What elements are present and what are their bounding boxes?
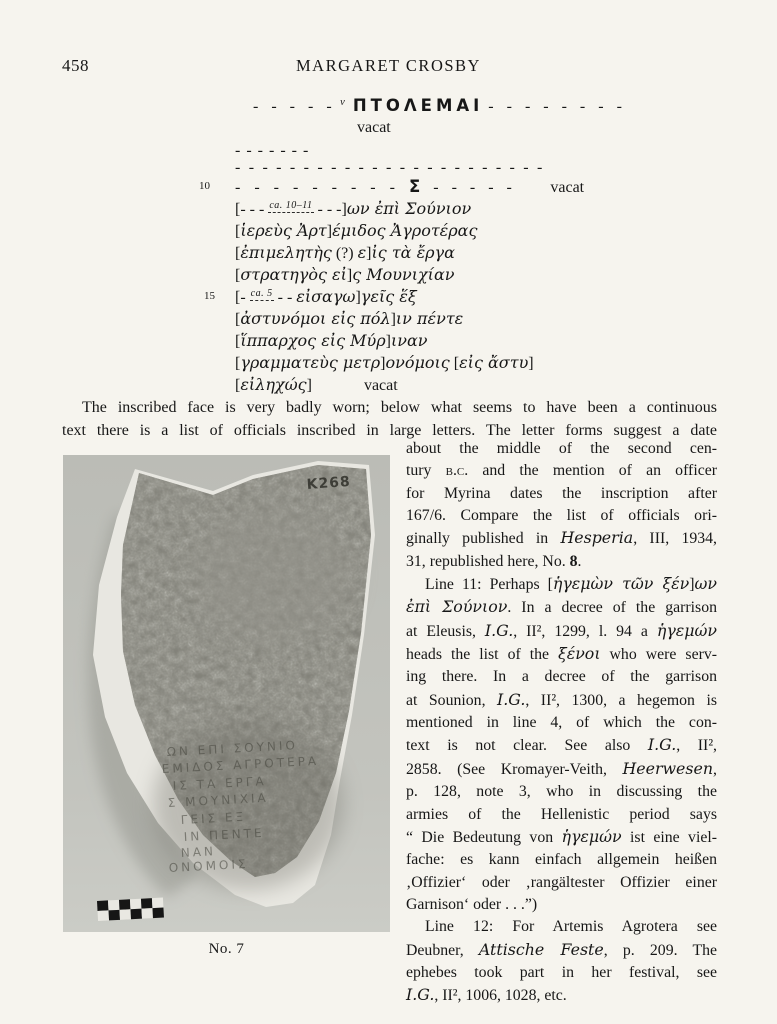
stone-letters-row: ΩΝ ΕΠΙ ΣΟΥΝΙΟ [166,738,299,759]
body-paragraph-intro [62,397,717,442]
text-line: The inscribed face is very badly worn; below what seems to have been a continuous [82,399,717,416]
line-number-10: 10 [199,180,210,192]
stone-inventory-label: K268 [306,473,352,493]
stone-letters-row: ΕΜΙΔΟΣ ΑΓΡΟΤΕΡΑ [161,753,320,776]
inscription-row: [ἱερεὺς Ἀρτ]έμιδος Ἀγροτέρας [235,221,478,240]
text-line: “ Die Bedeutung von ἡγεμών ist eine viel- [406,826,717,846]
inscription-row: [ἵππαρχος εἰς Μύρ]ιναν [235,331,428,350]
text-line: Line 11: Perhaps [ἡγεμὼν τῶν ξέν]ων [425,574,717,594]
text-line: fache: es kann einfach allgemein heißen [406,851,717,869]
text-line: ephebes took part in her festival, see [406,963,717,981]
running-head: MARGARET CROSBY [296,56,481,75]
stone-letters-row: ΝΑΝ [180,844,217,860]
inscription-row: [στρατηγὸς εἰ]ς Μουνιχίαν [235,265,455,284]
text-line: I.G., II², 1006, 1028, etc. [406,985,567,1005]
stone-letters-row: Σ ΜΟΥΝΙΧΙΑ [167,790,270,810]
text-line: ing there. In a decree of the garrison [406,668,717,686]
inscription-row: [ἐπιμελητὴς (?) ε]ἰς τὰ ἔργα [235,243,455,262]
inscription-row: - - - - - - - - - Σ - - - - - vacat [235,177,585,196]
text-line: text there is a list of officials inscribed in large letters. The letter forms suggest a date [62,421,717,439]
page-number: 458 [62,56,89,75]
text-line: mentioned in line 4, of which the con- [406,714,717,732]
text-line: for Myrina dates the inscription after [406,484,717,502]
text-line: tury b.c. and the mention of an officer [406,462,717,480]
text-line: p. 128, note 3, who in discussing the [406,783,717,801]
text-line: Garnison‘ oder . . .”) [406,895,538,913]
scale-bar [97,898,164,921]
stone-letters-row: ΟΝΟΜΟΙΣ [168,856,249,875]
artifact-photo [63,455,390,932]
worn-patch [193,505,353,645]
text-line: at Eleusis, I.G., II², 1299, l. 94 a ἡγεμών [406,620,717,640]
text-line: Deubner, Attische Feste, p. 209. The [406,939,717,959]
text-line: heads the list of the ξένοι who were serv- [406,644,717,664]
figure-inscription-photo [63,455,390,958]
text-line: text is not clear. See also I.G., II², [406,735,718,755]
inscription-row: [γραμματεὺς μετρ]ονόμοις [εἰς ἄστυ] [235,353,534,372]
stone-letters-row: ΙΝ ΠΕΝΤΕ [183,825,265,844]
inscription-row: - - - - - - - - - - - - - - - - - - - - - - - [235,159,545,176]
body-right-column [406,438,717,1008]
inscription-row: - - - - - $^v$ ΠΤΟΛΕΜΑΙ - - - - - - - - [253,96,627,115]
text-line: ‚Offizier‘ oder ‚rangältester Offizier einer [406,873,717,891]
inscription-row: [- $^{ca. 5}$ - - εἰσαγω]γεῖς ἕξ [235,287,417,306]
text-line: ginally published in Hesperia, III, 1934, [406,528,717,548]
text-line: about the middle of the second cen- [406,440,717,457]
text-line: at Sounion, I.G., II², 1300, a hegemon is [406,689,717,709]
inscription-row-vacat: vacat [357,119,391,136]
text-line: 2858. (See Kromayer-Veith, Heerwesen, [406,758,717,778]
text-line: ἐπὶ Σούνιον. In a decree of the garrison [406,597,717,617]
line-number-15: 15 [204,290,215,302]
text-line: armies of the Hellenistic period says [406,805,717,823]
stone-letters-row: ΓΕΙΣ ΕΞ [180,809,247,827]
inscription-row: - - - - - - - [235,142,310,159]
photo-caption: No. 7 [208,941,245,957]
text-line: 167/6. Compare the list of officials ori- [406,507,717,525]
text-line: 31, republished here, No. 8. [406,552,582,570]
text-line: Line 12: For Artemis Agrotera see [425,918,717,936]
inscription-row: [εἰληχώς] vacat [235,375,398,394]
stone-letters-row: ΙΣ ΤΑ ΕΡΓΑ [172,774,268,793]
inscription-row: [ἀστυνόμοι εἰς πόλ]ιν πέντε [235,309,464,328]
inscription-row: [- - - $^{ca. 10-11}$ - - -]ων ἐπὶ Σούνιον [235,199,472,218]
